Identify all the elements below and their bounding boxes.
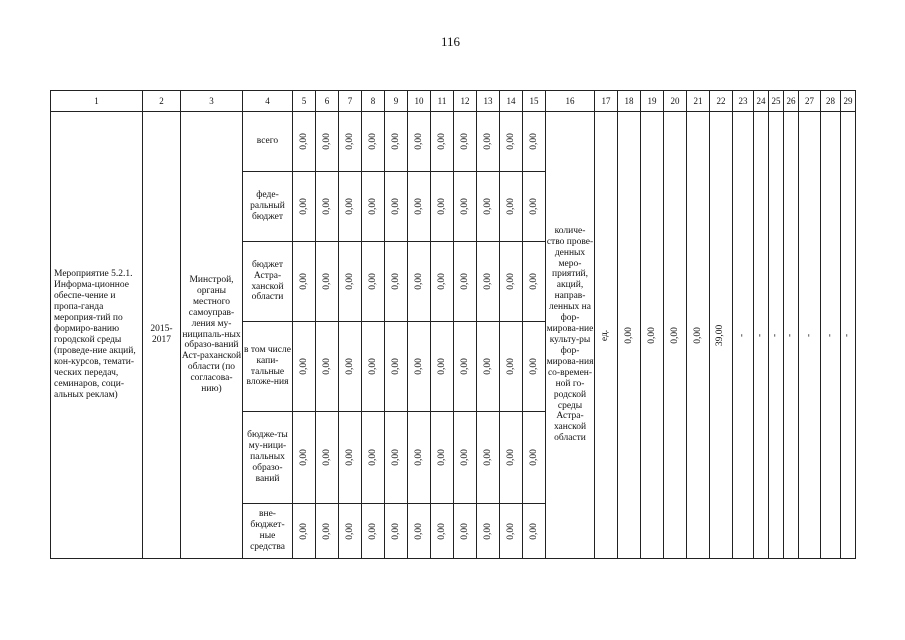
column-header: 24 <box>754 91 769 112</box>
funding-source: бюдже-ты му-ници-пальных образо-ваний <box>243 412 293 504</box>
indicator-value: - <box>737 333 748 337</box>
funding-value: 0,00 <box>528 133 539 150</box>
column-header: 2 <box>143 91 181 112</box>
funding-value: 0,00 <box>505 273 516 290</box>
indicator-value-cell <box>687 112 710 559</box>
funding-value-cell <box>454 322 477 412</box>
funding-value: 0,00 <box>482 198 493 215</box>
funding-value: 0,00 <box>367 358 378 375</box>
indicator-value: - <box>825 333 836 337</box>
column-header: 13 <box>477 91 500 112</box>
funding-value-cell <box>523 172 546 242</box>
indicator-value: - <box>770 333 781 337</box>
funding-value-cell <box>339 242 362 322</box>
indicator-value-cell <box>733 112 754 559</box>
indicator-value-cell <box>799 112 821 559</box>
funding-value-cell <box>362 504 385 559</box>
indicator-name: количе-ство прове-денных меро-приятий, акций, направ-ленных на фор-мирова-ние культу-ры фор-мирова-ния со-времен-ной го-родской среды Астра-ханской области <box>546 112 595 559</box>
indicator-value-cell <box>784 112 799 559</box>
funding-value-cell <box>385 412 408 504</box>
funding-value-cell <box>500 172 523 242</box>
column-header: 12 <box>454 91 477 112</box>
funding-value: 0,00 <box>505 358 516 375</box>
funding-value-cell <box>523 112 546 172</box>
funding-value: 0,00 <box>344 133 355 150</box>
funding-value-cell <box>454 242 477 322</box>
header-row <box>51 91 856 112</box>
funding-value: 0,00 <box>390 133 401 150</box>
funding-value-cell <box>500 504 523 559</box>
column-header: 8 <box>362 91 385 112</box>
funding-value-cell <box>477 412 500 504</box>
activity-executor: Минстрой, органы местного самоуправ-ления му-ниципаль-ных образо-ваний Аст-раханской области (по согласова-нию) <box>181 112 243 559</box>
funding-value-cell <box>454 412 477 504</box>
funding-source: бюджет Астра-ханской области <box>243 242 293 322</box>
column-header: 28 <box>821 91 841 112</box>
funding-value-cell <box>293 172 316 242</box>
funding-value: 0,00 <box>298 522 309 540</box>
funding-value: 0,00 <box>505 198 516 215</box>
funding-value: 0,00 <box>436 198 447 215</box>
funding-value-cell <box>316 172 339 242</box>
indicator-value-cell <box>618 112 641 559</box>
funding-value-cell <box>385 242 408 322</box>
funding-value-cell <box>316 112 339 172</box>
funding-value: 0,00 <box>390 358 401 375</box>
indicator-value: - <box>842 333 853 337</box>
funding-value: 0,00 <box>436 133 447 150</box>
funding-value: 0,00 <box>482 133 493 150</box>
column-header: 6 <box>316 91 339 112</box>
funding-value-cell <box>477 172 500 242</box>
funding-value: 0,00 <box>436 449 447 466</box>
funding-value: 0,00 <box>482 522 493 540</box>
funding-value-cell <box>477 112 500 172</box>
indicator-value: 0,00 <box>669 326 680 344</box>
funding-value: 0,00 <box>298 133 309 150</box>
funding-value: 0,00 <box>482 449 493 466</box>
funding-value-cell <box>431 322 454 412</box>
funding-value: 0,00 <box>321 449 332 466</box>
funding-value-cell <box>385 322 408 412</box>
funding-value: 0,00 <box>321 133 332 150</box>
funding-value: 0,00 <box>321 273 332 290</box>
funding-value: 0,00 <box>413 273 424 290</box>
funding-value-cell <box>339 172 362 242</box>
column-header: 15 <box>523 91 546 112</box>
funding-value: 0,00 <box>390 273 401 290</box>
page-number: 116 <box>441 34 461 49</box>
funding-value-cell <box>362 322 385 412</box>
funding-source: всего <box>243 112 293 172</box>
funding-value: 0,00 <box>367 198 378 215</box>
funding-value-cell <box>431 504 454 559</box>
column-header: 22 <box>710 91 733 112</box>
funding-value: 0,00 <box>459 522 470 540</box>
funding-value: 0,00 <box>367 522 378 540</box>
funding-value-cell <box>385 504 408 559</box>
funding-value: 0,00 <box>390 522 401 540</box>
column-header: 17 <box>595 91 618 112</box>
funding-value: 0,00 <box>459 198 470 215</box>
funding-value: 0,00 <box>528 449 539 466</box>
column-header: 5 <box>293 91 316 112</box>
funding-value-cell <box>339 412 362 504</box>
funding-value-cell <box>523 412 546 504</box>
funding-value: 0,00 <box>459 358 470 375</box>
funding-value: 0,00 <box>321 358 332 375</box>
column-header: 9 <box>385 91 408 112</box>
column-header: 29 <box>841 91 856 112</box>
column-header: 11 <box>431 91 454 112</box>
indicator-value-cell <box>754 112 769 559</box>
indicator-value: - <box>804 333 815 337</box>
column-header: 3 <box>181 91 243 112</box>
column-header: 10 <box>408 91 431 112</box>
funding-value-cell <box>385 172 408 242</box>
funding-value: 0,00 <box>528 198 539 215</box>
funding-value-cell <box>431 112 454 172</box>
indicator-value: 0,00 <box>623 326 634 344</box>
funding-value-cell <box>431 242 454 322</box>
indicator-value: - <box>755 333 766 337</box>
indicator-value: 0,00 <box>692 326 703 344</box>
indicator-value-cell <box>664 112 687 559</box>
funding-value-cell <box>408 112 431 172</box>
funding-value-cell <box>454 504 477 559</box>
funding-value-cell <box>293 242 316 322</box>
funding-value: 0,00 <box>390 198 401 215</box>
indicator-unit: ед. <box>600 329 611 341</box>
column-header: 20 <box>664 91 687 112</box>
funding-value: 0,00 <box>367 133 378 150</box>
funding-value-cell <box>293 412 316 504</box>
funding-value: 0,00 <box>321 522 332 540</box>
funding-value-cell <box>500 112 523 172</box>
indicator-value-cell <box>710 112 733 559</box>
column-header: 21 <box>687 91 710 112</box>
funding-value: 0,00 <box>344 273 355 290</box>
funding-value: 0,00 <box>505 133 516 150</box>
funding-value-cell <box>362 172 385 242</box>
indicator-value-cell <box>821 112 841 559</box>
funding-value: 0,00 <box>528 358 539 375</box>
funding-row <box>51 112 856 172</box>
funding-value: 0,00 <box>482 273 493 290</box>
column-header: 26 <box>784 91 799 112</box>
funding-value: 0,00 <box>505 522 516 540</box>
funding-value: 0,00 <box>367 449 378 466</box>
funding-value-cell <box>408 322 431 412</box>
funding-value-cell <box>408 242 431 322</box>
funding-value-cell <box>293 322 316 412</box>
funding-value: 0,00 <box>459 449 470 466</box>
funding-value: 0,00 <box>390 449 401 466</box>
funding-value-cell <box>454 112 477 172</box>
funding-value: 0,00 <box>413 522 424 540</box>
funding-value-cell <box>431 412 454 504</box>
funding-value: 0,00 <box>436 358 447 375</box>
funding-value-cell <box>523 504 546 559</box>
funding-value: 0,00 <box>344 198 355 215</box>
funding-value: 0,00 <box>344 522 355 540</box>
funding-source: в том числе капи-тальные вложе-ния <box>243 322 293 412</box>
activity-period: 2015-2017 <box>143 112 181 559</box>
column-header: 14 <box>500 91 523 112</box>
funding-value: 0,00 <box>344 449 355 466</box>
indicator-value: 0,00 <box>646 326 657 344</box>
funding-value-cell <box>362 112 385 172</box>
funding-value-cell <box>500 322 523 412</box>
funding-value-cell <box>477 504 500 559</box>
funding-value: 0,00 <box>344 358 355 375</box>
funding-value: 0,00 <box>528 273 539 290</box>
funding-value: 0,00 <box>436 273 447 290</box>
column-header: 23 <box>733 91 754 112</box>
funding-value-cell <box>362 412 385 504</box>
funding-value-cell <box>408 504 431 559</box>
funding-value: 0,00 <box>298 358 309 375</box>
funding-value-cell <box>431 172 454 242</box>
funding-value: 0,00 <box>459 133 470 150</box>
column-header: 19 <box>641 91 664 112</box>
indicator-unit-cell <box>595 112 618 559</box>
funding-value-cell <box>316 504 339 559</box>
funding-value-cell <box>477 322 500 412</box>
funding-value-cell <box>316 322 339 412</box>
funding-value-cell <box>454 172 477 242</box>
column-header: 25 <box>769 91 784 112</box>
column-header: 27 <box>799 91 821 112</box>
funding-value: 0,00 <box>321 198 332 215</box>
funding-value: 0,00 <box>413 358 424 375</box>
funding-value: 0,00 <box>298 273 309 290</box>
funding-value-cell <box>523 322 546 412</box>
indicator-value-cell <box>841 112 856 559</box>
funding-value-cell <box>477 242 500 322</box>
indicator-value: 39,00 <box>715 324 726 346</box>
indicator-value-cell <box>769 112 784 559</box>
funding-value-cell <box>408 172 431 242</box>
activity-name: Мероприятие 5.2.1. Информа-ционное обеспе-чение и пропа-ганда мероприя-тий по формиро-ванию городской среды (проведе-ние акций, кон-курсов, темати-ческих передач, семинаров, соци-альных реклам) <box>51 112 143 559</box>
indicator-value: - <box>785 333 796 337</box>
funding-value-cell <box>316 412 339 504</box>
funding-value-cell <box>339 322 362 412</box>
funding-value: 0,00 <box>482 358 493 375</box>
column-header: 18 <box>618 91 641 112</box>
column-header: 16 <box>546 91 595 112</box>
funding-value: 0,00 <box>298 198 309 215</box>
funding-value: 0,00 <box>413 133 424 150</box>
funding-value: 0,00 <box>413 449 424 466</box>
funding-value: 0,00 <box>505 449 516 466</box>
funding-value-cell <box>316 242 339 322</box>
funding-value-cell <box>523 242 546 322</box>
funding-value: 0,00 <box>528 522 539 540</box>
column-header: 7 <box>339 91 362 112</box>
funding-value: 0,00 <box>298 449 309 466</box>
indicator-value-cell <box>641 112 664 559</box>
funding-value-cell <box>500 412 523 504</box>
funding-source: феде-ральный бюджет <box>243 172 293 242</box>
funding-value-cell <box>408 412 431 504</box>
program-table <box>50 90 856 559</box>
column-header: 1 <box>51 91 143 112</box>
funding-value-cell <box>293 504 316 559</box>
funding-value-cell <box>293 112 316 172</box>
funding-value: 0,00 <box>459 273 470 290</box>
funding-value-cell <box>500 242 523 322</box>
funding-source: вне-бюджет-ные средства <box>243 504 293 559</box>
funding-value: 0,00 <box>436 522 447 540</box>
funding-value-cell <box>339 112 362 172</box>
funding-value-cell <box>362 242 385 322</box>
funding-value: 0,00 <box>413 198 424 215</box>
funding-value-cell <box>339 504 362 559</box>
funding-value: 0,00 <box>367 273 378 290</box>
funding-value-cell <box>385 112 408 172</box>
column-header: 4 <box>243 91 293 112</box>
